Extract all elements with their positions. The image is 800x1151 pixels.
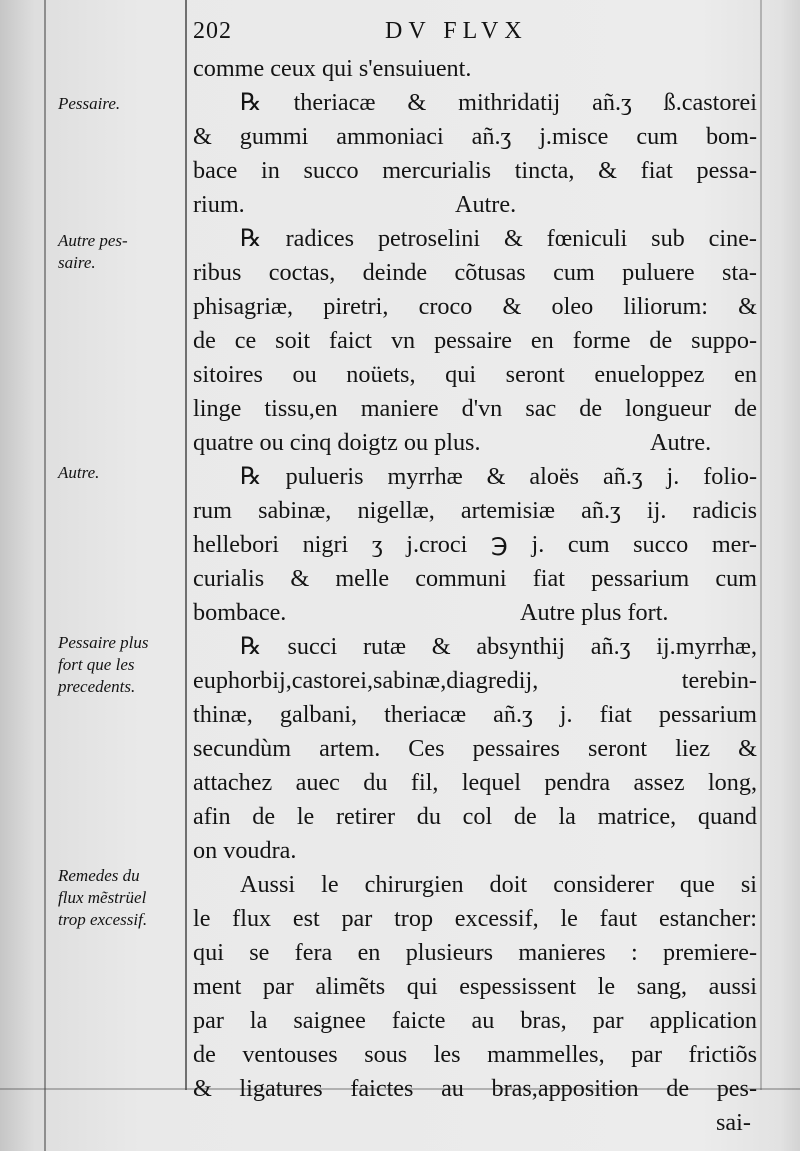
left-margin-rule — [44, 0, 46, 1151]
text-line: euphorbij,castorei,sabinæ,diagredij, terebin- — [193, 667, 757, 694]
text-line: linge tissu,en maniere d'vn sac de longueur de — [193, 395, 757, 422]
text-line: ment par alimẽts qui espessissent le sang, aussi — [193, 973, 757, 1000]
text-line: & gummi ammoniaci añ.ʒ j.misce cum bom- — [193, 123, 757, 150]
text-line: bace in succo mercurialis tincta, & fiat pessa- — [193, 157, 757, 184]
margin-note-pessaire-plus-fort: Pessaire plus fort que les precedents. — [58, 633, 149, 696]
margin-note-remedes: Remedes du flux mẽstrüel trop excessif. — [58, 866, 148, 929]
heading-autre-plus-fort: Autre plus fort. — [520, 599, 669, 626]
text-line: thinæ, galbani, theriacæ añ.ʒ j. fiat pessarium — [193, 701, 757, 728]
text-line: hellebori nigri ʒ j.croci ℈ j. cum succo mer- — [193, 531, 757, 558]
margin-note-autre: Autre. — [58, 463, 100, 482]
text-line: ℞ pulueris myrrhæ & aloës añ.ʒ j. folio- — [240, 463, 757, 490]
text-line: rium. — [193, 191, 245, 218]
heading-autre: Autre. — [455, 191, 517, 218]
page-number: 202 — [193, 18, 232, 44]
catchword: sai- — [716, 1109, 751, 1136]
heading-autre: Autre. — [650, 429, 712, 456]
text-line: phisagriæ, piretri, croco & oleo liliorum: & — [193, 293, 757, 320]
text-line: ℞ radices petroselini & fœniculi sub cine- — [240, 225, 757, 252]
text-line: bombace. — [193, 599, 287, 626]
text-line: afin de le retirer du col de la matrice, quand — [193, 803, 757, 830]
running-title: DV FLVX — [385, 18, 528, 44]
text-line: sitoires ou noüets, qui seront enueloppez en — [193, 361, 757, 388]
running-header — [190, 18, 760, 52]
text-line: de ce soit faict vn pessaire en forme de suppo- — [193, 327, 757, 354]
text-line: on voudra. — [193, 837, 297, 864]
text-line: attachez auec du fil, lequel pendra assez long, — [193, 769, 757, 796]
text-line: Aussi le chirurgien doit considerer que si — [240, 871, 757, 898]
text-line: curialis & melle communi fiat pessarium cum — [193, 565, 757, 592]
right-margin-rule — [760, 0, 762, 1090]
text-line: & ligatures faictes au bras,apposition de pes- — [193, 1075, 757, 1102]
text-line: comme ceux qui s'ensuiuent. — [193, 55, 472, 82]
text-line: quatre ou cinq doigtz ou plus. — [193, 429, 481, 456]
text-line: de ventouses sous les mammelles, par frictiõs — [193, 1041, 757, 1068]
text-line: rum sabinæ, nigellæ, artemisiæ añ.ʒ ij. radicis — [193, 497, 757, 524]
text-line: qui se fera en plusieurs manieres : premiere- — [193, 939, 757, 966]
margin-note-autre-pessaire: Autre pes- saire. — [58, 231, 128, 272]
text-line: le flux est par trop excessif, le faut estancher: — [193, 905, 757, 932]
text-line: ℞ theriacæ & mithridatij añ.ʒ ß.castorei — [240, 89, 757, 116]
margin-note-pessaire: Pessaire. — [58, 94, 121, 113]
text-line: ℞ succi rutæ & absynthij añ.ʒ ij.myrrhæ, — [240, 633, 757, 660]
text-line: ribus coctas, deinde cõtusas cum puluere sta- — [193, 259, 757, 286]
text-line: secundùm artem. Ces pessaires seront liez & — [193, 735, 757, 762]
text-line: par la saignee faicte au bras, par application — [193, 1007, 757, 1034]
